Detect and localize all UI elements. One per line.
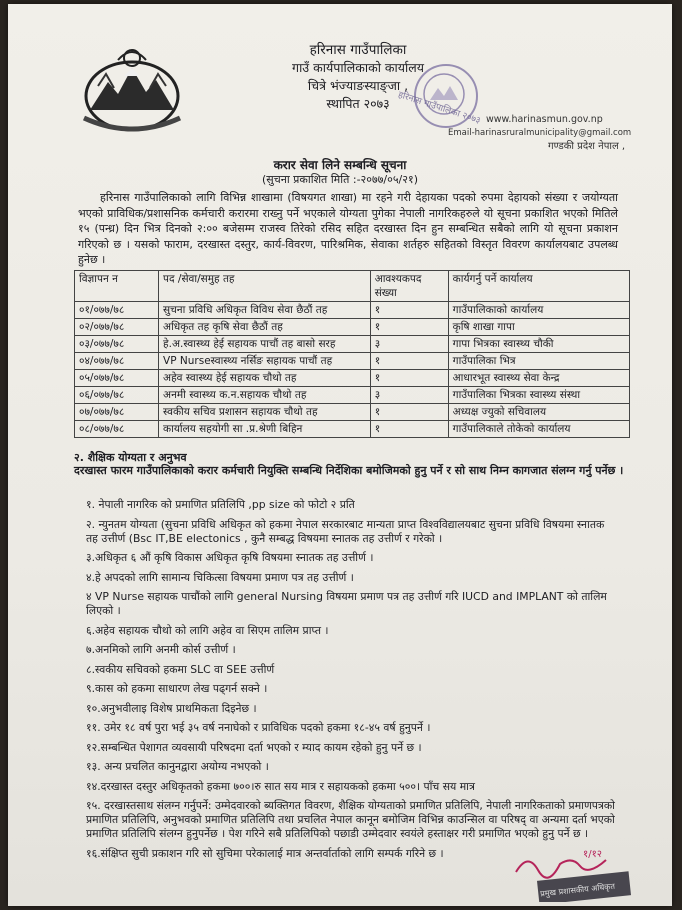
section-heading: २. शैक्षिक योग्यता र अनुभव [74, 451, 187, 464]
table-cell: ०१/०७७/७८ [75, 302, 159, 319]
table-cell: ०२/०७७/७८ [75, 319, 159, 336]
notice-title: करार सेवा लिने सम्बन्धि सूचना [273, 158, 407, 172]
requirement-item: ६.अहेव सहायक चौथो को लागि अहेव वा सिएम तालिम प्राप्त । [86, 623, 329, 637]
table-cell: ०४/०७७/७८ [75, 353, 159, 370]
table-cell: १ [370, 319, 448, 336]
established-year: स्थापित २०७३ [326, 96, 390, 111]
website-link[interactable]: www.harinasmun.gov.np [486, 114, 603, 125]
section-lead: दरखास्त फारम गाउँपालिकाको करार कर्मचारी नियुक्ति सम्बन्धि निर्देशिका बमोजिमको हुनु पर्ने र सो साथ निम्न कागजात संलग्न गर्नु पर्नेछ । [74, 464, 624, 477]
requirement-item: ४.हे अपदको लागि सामान्य चिकित्सा विषयमा प्रमाण पत्र तह उत्तीर्ण । [86, 570, 354, 584]
province-label: गण्डकी प्रदेश नेपाल , [548, 141, 626, 152]
table-row [75, 421, 630, 438]
table-row [75, 319, 630, 336]
table-cell: १ [370, 404, 448, 421]
table-cell: ३ [370, 387, 448, 404]
table-cell: अधिकृत तह कृषि सेवा छैठौं तह [159, 319, 371, 336]
requirement-item: १०.अनुभवीलाइ विशेष प्राथमिकता दिइनेछ । [86, 701, 257, 715]
requirement-item: ७.अनमिको लागि अनमी कोर्स उत्तीर्ण । [86, 643, 236, 656]
table-cell: अनमी स्वास्थ्य क.न.सहायक चौथो तह [159, 387, 371, 404]
intro-paragraph: हरिनास गाउँपालिकाको लागि विभिन्न शाखामा (विषयगत शाखा) मा रहने गरी देहायका पदको रुपमा देहायको संख्या र जयोग्यता भएको प्राविधिक/प्रशासनिक कर्मचारी करारमा राख्नु पर्ने भएकाले योग्यता पुगेका नेपाली नागरिकहरुले यो सूचना प्रकाशित भएको मितिले १५ (पन्ध्र) दिन भित्र दिनको २:०० बजेसम्म राजस्व तिरेको रसिद सहित दरखास्त दिन हुन सम्बन्धित सबैको लागि यो सूचना प्रकाशन गरिएको छ । यसको फाराम, दरखास्त दस्तुर, कार्य-विवरण, पारिश्रमिक, सेवाका शर्तहरु सहितको विस्तृत विवरण कार्यालयबाट उपलब्ध हुनेछ । [78, 191, 618, 266]
table-cell: १ [370, 421, 448, 438]
requirement-item: १६.संक्षिप्त सुची प्रकाशन गरि सो सुचिमा परेकालाई मात्र अन्तर्वार्ताको लागि सम्पर्क गरिने छ । [86, 846, 444, 860]
table-row [75, 302, 630, 319]
office-name: गाउँ कार्यपालिकाको कार्यालय [292, 60, 424, 75]
requirement-item: ९.कास को हकमा साधारण लेख पढ्गर्न सक्ने । [86, 682, 268, 695]
requirement-item: १३. अन्य प्रचलित कानुनद्वारा अयोग्य नभएको । [86, 760, 269, 773]
table-cell: ०५/०७७/७८ [75, 370, 159, 387]
col-header: कार्यगर्नु पर्ने कार्यालय [448, 271, 629, 302]
requirements-list [86, 498, 616, 866]
notice-document [8, 4, 672, 906]
table-cell: गाउँपालिका भित्र [448, 353, 629, 370]
requirement-item: १५. दरखास्तसाथ संलग्न गर्नुपर्ने: उम्मेदवारको ब्यक्तिगत विवरण, शैक्षिक योग्यताको प्रमाणित प्रतिलिपि, नेपाली नागरिकताको प्रमाणपत्रको प्रमाणित प्रतिलिपि, अनुभवको प्रमाणित प्रतिलिपि तथा प्रचलित नेपाल कानून बमोजिम विभिन्न काउन्सिल वा परिषद् वा अन्यमा दर्ता भएको प्रमाणित प्रतिलिपि संलग्न हुनुपर्नेछ । पेश गरिने सबै प्रतिलिपिको पछाडी उम्मेदवार स्वयंले हस्ताक्षर गरी प्रमाणित भएको हुनु पर्ने छ । [86, 799, 615, 840]
table-row [75, 353, 630, 370]
table-cell: गापा भित्रका स्वास्थ्य चौकी [448, 336, 629, 353]
table-cell: सुचना प्रविधि अधिकृत विविध सेवा छैठौं तह [159, 302, 371, 319]
table-row [75, 387, 630, 404]
table-cell: हे.अ.स्वास्थ्य हेई सहायक पाचौं तह बासो सरह [159, 336, 371, 353]
publish-date: (सुचना प्रकाशित मिति :-२०७७/०५/२१) [262, 173, 418, 186]
requirement-item: १. नेपाली नागरिक को प्रमाणित प्रतिलिपि ,pp size को फोटो २ प्रति [86, 498, 355, 511]
col-header: विज्ञापन न [75, 271, 159, 302]
office-address: चित्रे भंज्याङस्याङ्जा , [307, 78, 409, 93]
table-cell: अध्यक्ष ज्युको सचिवालय [448, 404, 629, 421]
requirement-item: १२.सम्बन्धित पेशागत व्यवसायी परिषदमा दर्ता भएको र म्याद कायम रहेको हुनु पर्ने छ । [86, 740, 422, 754]
seal-text: हरिनास गाउँपालिका २०७३ [396, 90, 482, 127]
table-cell: कार्यालय सहयोगी सा .प्र.श्रेणी बिहिन [159, 421, 371, 438]
requirement-item: २. न्युनतम योग्यता (सुचना प्रविधि अधिकृत को हकमा नेपाल सरकारबाट मान्यता प्राप्त विश्वविद्यालयबाट सुचना प्रविधि विषयमा स्नातक तह उत्तीर्ण (Bsc IT,BE electonics , कुनै सम्बद्ध विषयमा स्नातक तह उत्तीर्ण र गरेको । [86, 517, 605, 545]
table-cell: १ [370, 302, 448, 319]
table-cell: VP Nurseस्वास्थ्य नर्सिङ सहायक पाचौं तह [159, 353, 371, 370]
requirement-item: ८.स्वकीय सचिवको हकमा SLC वा SEE उत्तीर्ण [86, 662, 275, 676]
table-cell: कृषि शाखा गापा [448, 319, 629, 336]
table-cell: ३ [370, 336, 448, 353]
col-header: पद /सेवा/समुह तह [159, 271, 371, 302]
table-row [75, 404, 630, 421]
table-cell: गाउँपालिकाको कार्यालय [448, 302, 629, 319]
officer-stamp: प्रमुख प्रशासकीय अधिकृत [539, 881, 616, 899]
nepal-emblem-icon [78, 40, 186, 136]
table-cell: स्वकीय सचिव प्रशासन सहायक चौथो तह [159, 404, 371, 421]
table-cell: अहेव स्वास्थ्य हेई सहायक चौथो तह [159, 370, 371, 387]
table-cell: ०७/०७७/७८ [75, 404, 159, 421]
table-header-row [75, 271, 630, 302]
table-cell: १ [370, 353, 448, 370]
table-cell: आधारभूत स्वास्थ्य सेवा केन्द्र [448, 370, 629, 387]
municipality-name: हरिनास गाउँपालिका [309, 42, 407, 58]
requirement-item: ३.अधिकृत ६ औं कृषि विकास अधिकृत कृषि विषयमा स्नातक तह उत्तीर्ण । [86, 551, 374, 564]
col-header: आवश्यकपद संख्या [370, 271, 448, 302]
requirement-item: ४ VP Nurse सहायक पाचौंको लागि general Nursing विषयमा प्रमाण पत्र तह उत्तीर्ण गरि IUCD and IMPLANT को तालिम लिएको । [86, 590, 607, 617]
table-cell: ०८/०७७/७८ [75, 421, 159, 438]
requirement-item: १४.दरखास्त दस्तुर अधिकृतको हकमा ७००।रु सात सय मात्र र सहायकको हकमा ५००। पाँच सय मात्र [86, 779, 475, 793]
requirement-item: ११. उमेर १८ वर्ष पुरा भई ३५ वर्ष ननाघेको र प्राविधिक पदको हकमा १८-४५ वर्ष हुनुपर्ने । [86, 721, 431, 734]
table-cell: गाउँपालिका भित्रका स्वास्थ्य संस्था [448, 387, 629, 404]
table-cell: गाउँपालिकाले तोकेको कार्यालय [448, 421, 629, 438]
table-row [75, 370, 630, 387]
vacancy-table [74, 270, 630, 438]
table-cell: ०३/०७७/७८ [75, 336, 159, 353]
email-address[interactable]: Email-harinasruralmunicipality@gmail.com [448, 128, 632, 138]
table-cell: ०६/०७७/७८ [75, 387, 159, 404]
table-cell: १ [370, 370, 448, 387]
table-row [75, 336, 630, 353]
signature-date: १/१२ [583, 849, 602, 860]
